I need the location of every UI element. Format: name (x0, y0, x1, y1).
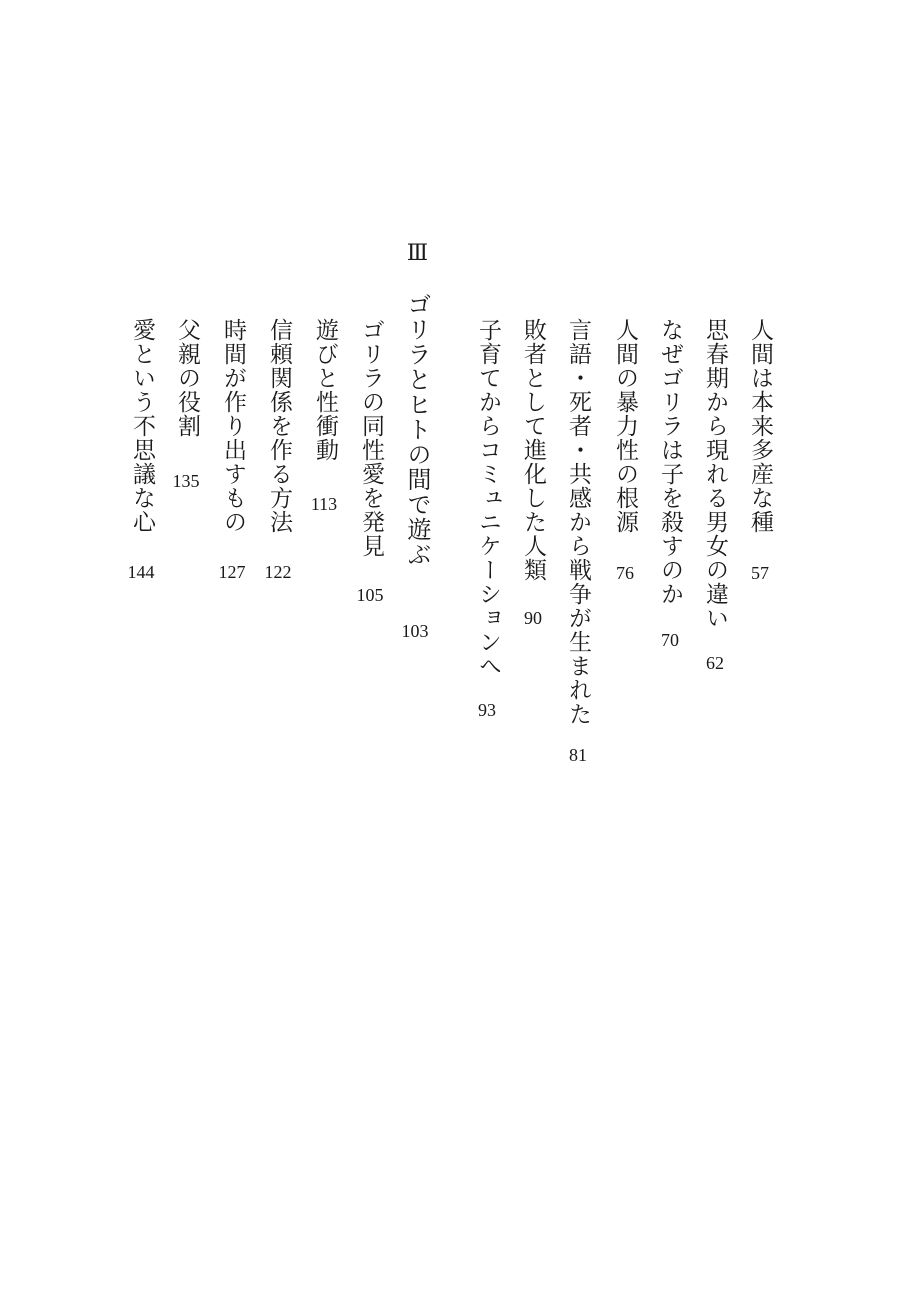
toc-entry-page: 144 (127, 562, 155, 582)
toc-entry-title: 時間が作り出すもの (220, 318, 246, 534)
toc-entry-page: 62 (706, 653, 724, 673)
part-numeral: Ⅲ (406, 240, 428, 265)
toc-entry-page: 93 (478, 700, 496, 720)
toc-entry-page: 70 (661, 630, 679, 650)
part-title: ゴリラとヒトの間で遊ぶ (403, 292, 431, 567)
toc-entry-title: 遊びと性衝動 (312, 318, 338, 462)
toc-entry-title: 信頼関係を作る方法 (266, 318, 292, 534)
toc-entry-title: 人間は本来多産な種 (747, 318, 773, 534)
part-page: 103 (401, 621, 429, 641)
toc-entry-page: 81 (569, 745, 587, 765)
toc-entry-page: 57 (751, 563, 769, 583)
toc-entry-title: 敗者として進化した人類 (520, 318, 546, 582)
toc-entry-title: 父親の役割 (174, 318, 200, 438)
toc-entry-title: なぜゴリラは子を殺すのか (657, 318, 683, 606)
toc-entry-title: ゴリラの同性愛を発見 (358, 318, 384, 558)
toc-entry-title: 思春期から現れる男女の違い (702, 318, 728, 630)
toc-entry-page: 90 (524, 608, 542, 628)
toc-entry-page: 105 (356, 585, 384, 605)
toc-entry-page: 127 (218, 562, 246, 582)
toc-entry-page: 122 (264, 562, 292, 582)
toc-entry-page: 135 (172, 471, 200, 491)
toc-entry-title: 愛という不思議な心 (129, 318, 155, 534)
toc-entry-page: 76 (616, 563, 634, 583)
toc-entry-title: 子育てからコミュニケーションへ (475, 318, 501, 678)
toc-entry-title: 言語・死者・共感から戦争が生まれた (565, 318, 591, 726)
toc-entry-title: 人間の暴力性の根源 (612, 318, 638, 534)
toc-entry-page: 113 (310, 494, 338, 514)
